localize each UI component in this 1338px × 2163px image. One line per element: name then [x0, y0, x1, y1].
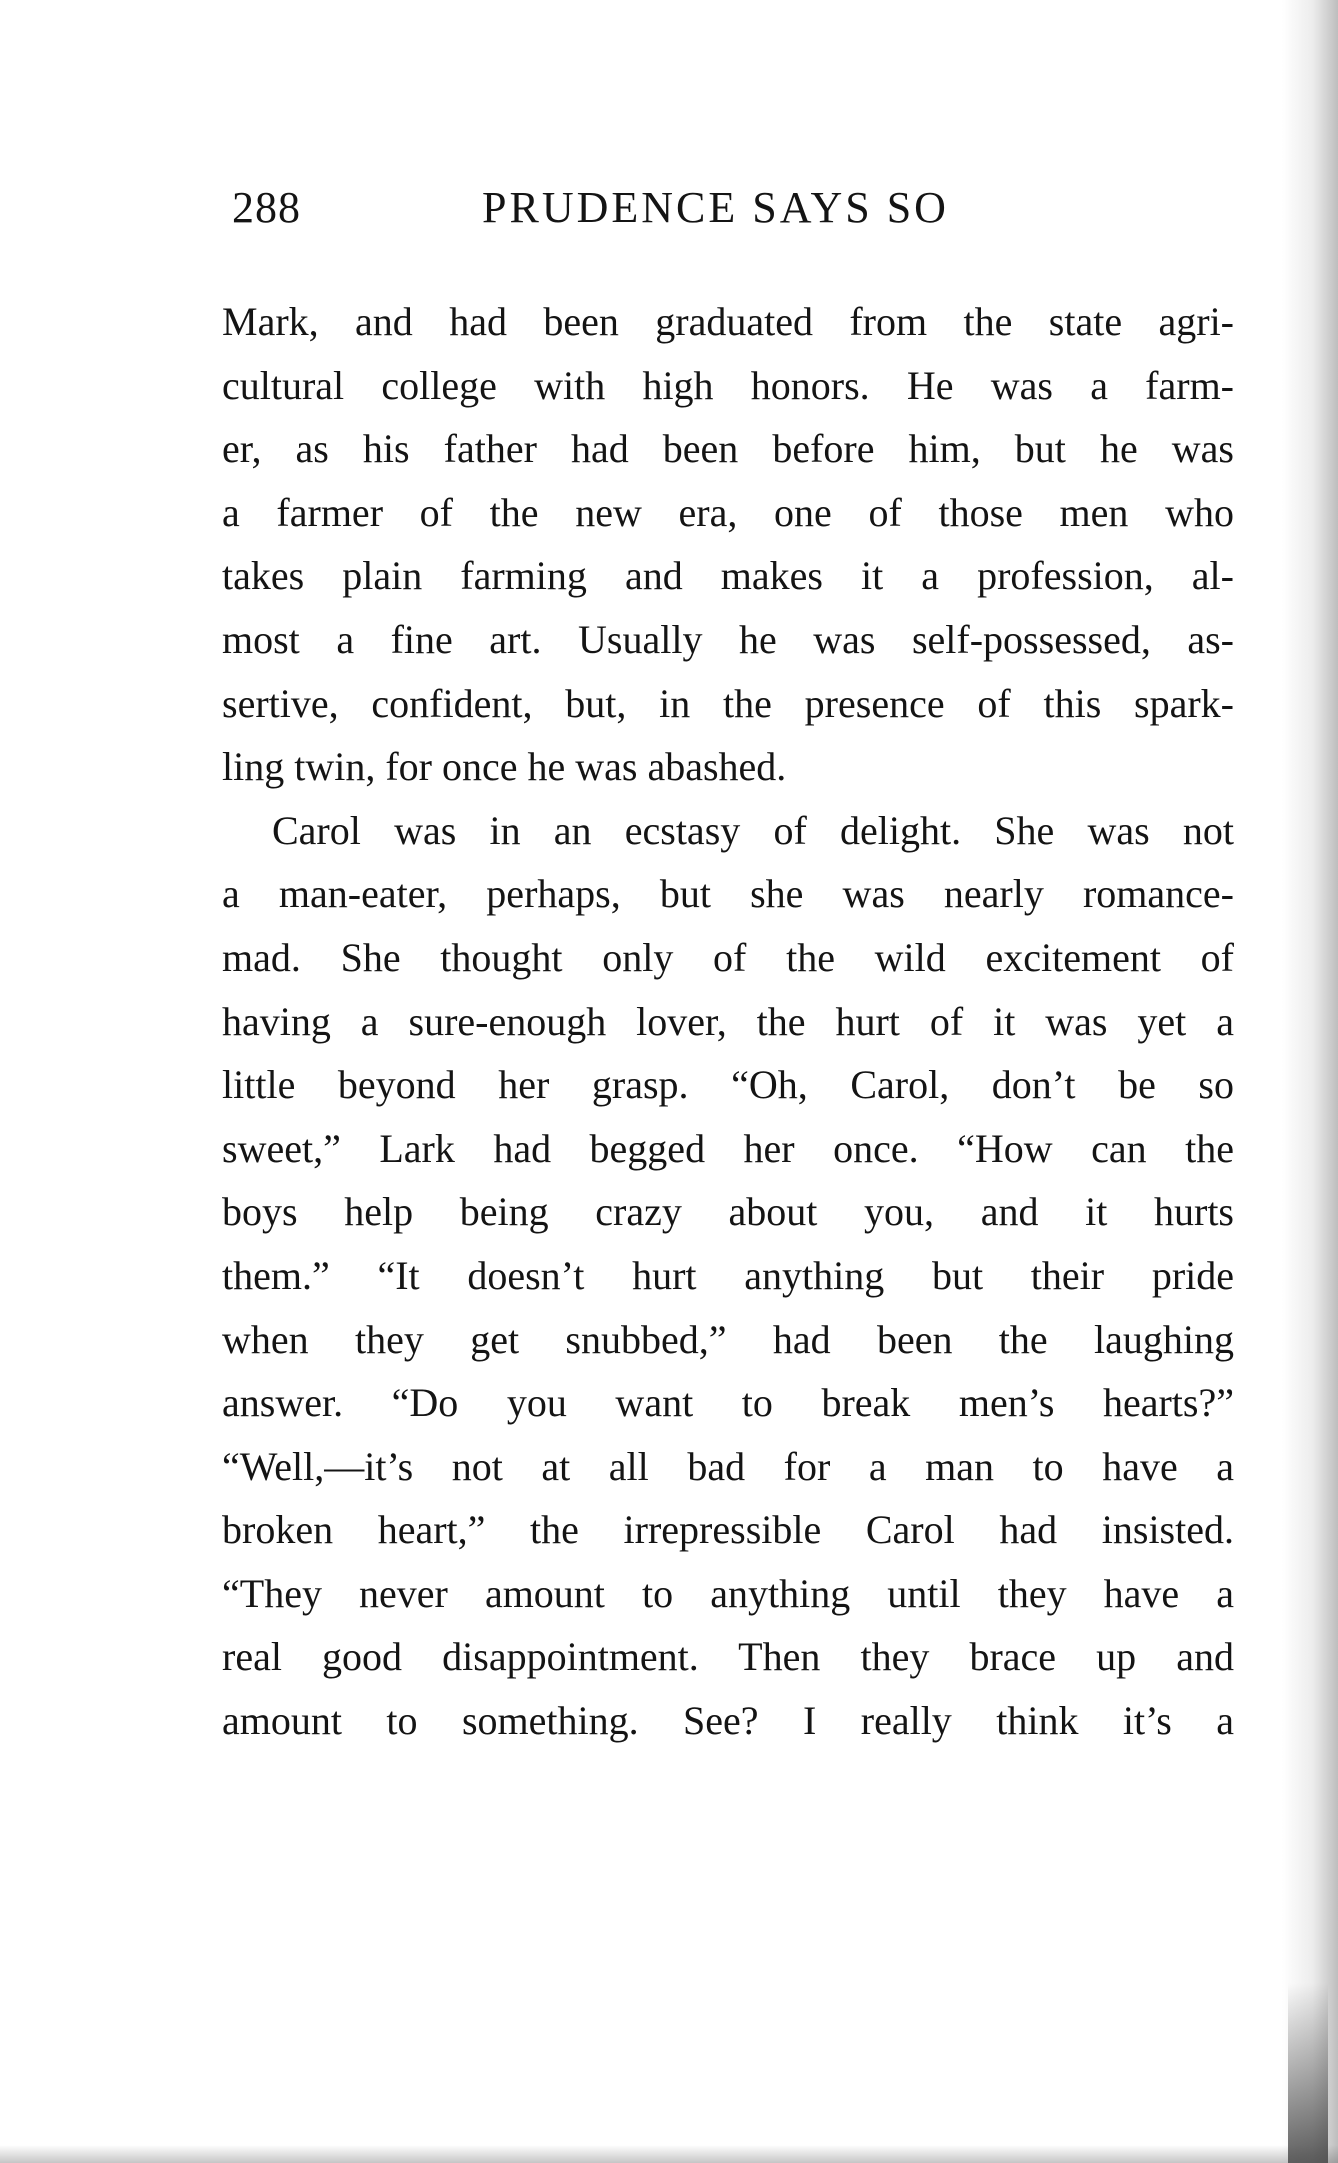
- page-edge-shadow: [1282, 0, 1338, 2163]
- text-line: “Well,—it’s not at all bad for a man to have a: [222, 1443, 1234, 1489]
- text-line: Mark, and had been graduated from the state agri-: [222, 299, 1234, 344]
- text-line: a man-eater, perhaps, but she was nearly romance-: [222, 871, 1234, 917]
- page-header: [232, 178, 1232, 238]
- text-line: having a sure-enough lover, the hurt of it was yet a: [222, 998, 1234, 1044]
- page-bottom-shadow: [0, 2145, 1338, 2163]
- text-line: mad. She thought only of the wild excitement of: [222, 934, 1234, 980]
- paragraph-start-line: Carol was in an ecstasy of delight. She was not: [272, 807, 1234, 853]
- text-line: cultural college with high honors. He was a farm-: [222, 362, 1234, 408]
- body-text: [222, 290, 1234, 1753]
- text-line: real good disappointment. Then they brace up and: [222, 1634, 1234, 1680]
- text-line: sertive, confident, but, in the presence of this spark-: [222, 680, 1234, 726]
- page-number: 288: [232, 183, 301, 232]
- text-line: when they get snubbed,” had been the laughing: [222, 1316, 1234, 1362]
- text-line: most a fine art. Usually he was self-possessed, as-: [222, 616, 1234, 662]
- page-edge-dark-corner: [1288, 1983, 1328, 2163]
- text-line: broken heart,” the irrepressible Carol had insisted.: [222, 1507, 1234, 1553]
- running-title: PRUDENCE SAYS SO: [482, 183, 949, 232]
- text-line: answer. “Do you want to break men’s hearts?”: [222, 1380, 1234, 1426]
- text-line: “They never amount to anything until they have a: [222, 1570, 1234, 1616]
- text-line: little beyond her grasp. “Oh, Carol, don’t be so: [222, 1062, 1234, 1108]
- text-line: a farmer of the new era, one of those men who: [222, 489, 1234, 535]
- text-line: them.” “It doesn’t hurt anything but their pride: [222, 1252, 1234, 1298]
- text-line: er, as his father had been before him, but he was: [222, 426, 1234, 472]
- text-line: boys help being crazy about you, and it hurts: [222, 1189, 1234, 1235]
- text-line: ling twin, for once he was abashed.: [222, 744, 787, 790]
- text-line: amount to something. See? I really think it’s a: [222, 1698, 1234, 1744]
- text-line: takes plain farming and makes it a profession, al-: [222, 553, 1234, 599]
- text-line: sweet,” Lark had begged her once. “How can the: [222, 1125, 1234, 1171]
